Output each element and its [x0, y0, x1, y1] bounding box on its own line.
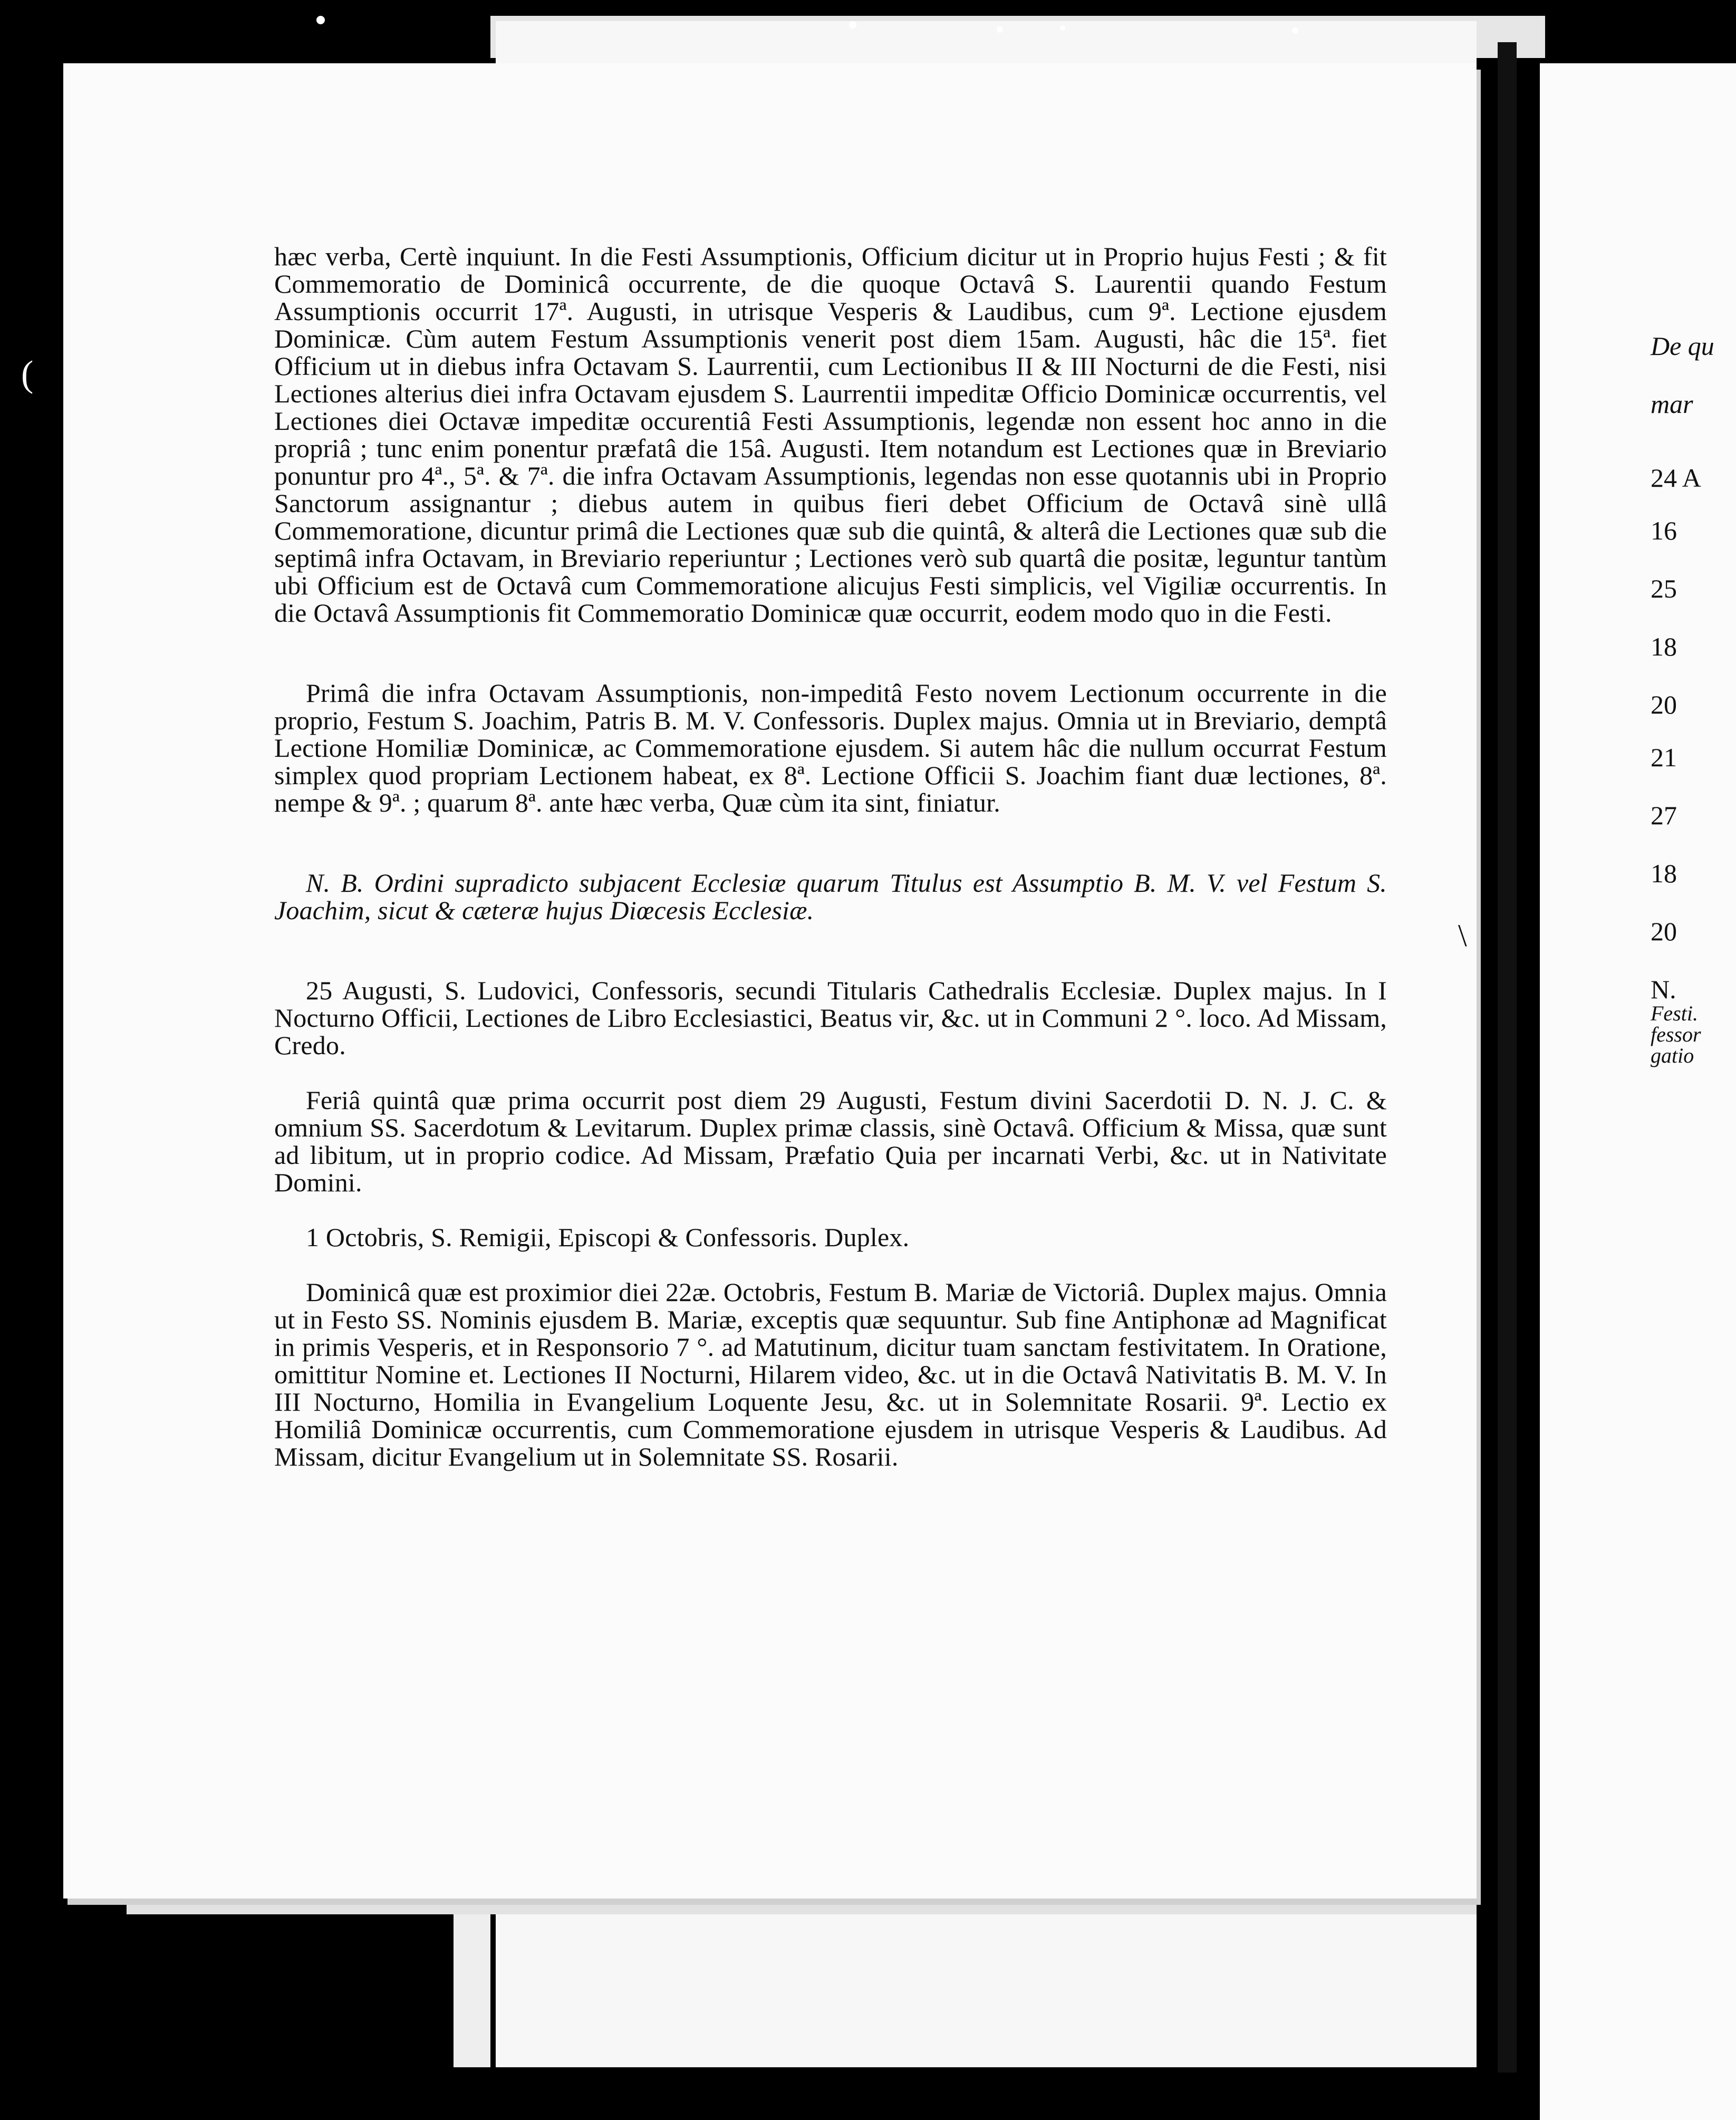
margin-fragment: 27	[1651, 801, 1677, 830]
margin-fragment: 20	[1651, 690, 1677, 719]
ink-speck	[997, 26, 1003, 33]
margin-tick-mark: \	[1458, 918, 1467, 953]
margin-fragment: 21	[1651, 743, 1677, 772]
underlying-sheet-strip	[454, 1909, 490, 2067]
margin-fragment: fessor	[1651, 1023, 1701, 1046]
margin-fragment: 16	[1651, 516, 1677, 545]
margin-fragment: Festi.	[1651, 1001, 1698, 1025]
margin-fragment: De qu	[1651, 331, 1714, 361]
margin-fragment: gatio	[1651, 1044, 1694, 1067]
paragraph-joachim: Primâ die infra Octavam Assumptionis, non-impeditâ Festo novem Lectionum occurrente in die proprio, Festum S. Joachim, Patris B. M. V. Confessoris. Duplex majus. Omnia ut in Breviario, demptâ Lectione Homiliæ Dominicæ, ac Commemoratione ejusdem. Si autem hâc die nullum occurrat Festum simplex quod propriam Lectionem habeat, ex 8ª. Lectione Officii S. Joachim fiant duæ lectiones, 8ª. nempe & 9ª. ; quarum 8ª. ante hæc verba, Quæ cùm ita sint, finiatur.	[274, 678, 1387, 817]
paragraph-sacerdotii: Feriâ quintâ quæ prima occurrit post diem 29 Augusti, Festum divini Sacerdotii D. N. J. C. & omnium SS. Sacerdotum & Levitarum. Duplex primæ classis, sinè Octavâ. Officium & Missa, quæ sunt ad libitum, ut in proprio codice. Ad Missam, Præfatio Quia per incarnati Verbi, &c. ut in Nativitate Domini.	[274, 1085, 1387, 1197]
book-gutter	[1498, 42, 1517, 2073]
paragraph-ludovici: 25 Augusti, S. Ludovici, Confessoris, secundi Titularis Cathedralis Ecclesiæ. Duplex majus. In I Nocturno Officii, Lectiones de Libro Ecclesiastici, Beatus vir, &c. ut in Communi 2 °. loco. Ad Missam, Credo.	[274, 976, 1387, 1060]
ink-speck	[1060, 25, 1065, 31]
scan-edge-mark: (	[21, 354, 34, 394]
paragraph-victoria: Dominicâ quæ est proximior diei 22æ. Octobris, Festum B. Mariæ de Victoriâ. Duplex majus. Omnia ut in Festo SS. Nominis ejusdem B. Mariæ, exceptis quæ sequuntur. Sub fine Antiphonæ ad Magnificat in primis Vesperis, et in Responsorio 7 °. ad Matutinum, dicitur tuam sanctam festivitatem. In Oratione, omittitur Nomine et. Lectiones II Nocturni, Hilarem video, &c. ut in die Octavâ Nativitatis B. M. V. In III Nocturno, Homilia in Evangelium Loquente Jesu, &c. ut in Solemnitate Rosarii. 9ª. Lectio ex Homiliâ Dominicæ occurrentis, cum Commemoratione ejusdem in utrisque Vesperis & Laudibus. Ad Missam, dicitur Evangelium ut in Solemnitate SS. Rosarii.	[274, 1277, 1387, 1471]
paragraph-assumptio: hæc verba, Certè inquiunt. In die Festi Assumptionis, Officium dicitur ut in Proprio hujus Festi ; & fit Commemoratio de Dominicâ occurrente, de die quoque Octavâ S. Laurentii quando Festum Assumptionis occurrit 17ª. Augusti, in utrisque Vesperis & Laudibus, cum 9ª. Lectione ejusdem Dominicæ. Cùm autem Festum Assumptionis venerit post diem 15am. Augusti, hâc die 15ª. fiet Officium ut in diebus infra Octavam S. Laurrentii, cum Lectionibus II & III Nocturni de die Festi, nisi Lectiones alterius diei infra Octavam ejusdem S. Laurrentii impeditæ Officio Dominicæ occurrentis, vel Lectiones diei Octavæ impeditæ occurentiâ Festi Assumptionis, legendæ non essent hoc anno in die propriâ ; tunc enim ponentur præfatâ die 15â. Augusti. Item notandum est Lectiones quæ in Breviario ponuntur pro 4ª., 5ª. & 7ª. die infra Octavam Assumptionis, legendas non esse quotannis ubi in Proprio Sanctorum assignantur ; diebus autem in quibus fieri debet Officium de Octavâ sinè ullâ Commemoratione, dicuntur primâ die Lectiones quæ sub die quintâ, & alterâ die Lectiones quæ sub die septimâ infra Octavam, in Breviario reperiuntur ; Lectiones verò sub quartâ die positæ, leguntur tantùm ubi Officium est de Octavâ cum Commemoratione alicujus Festi simplicis, vel Vigiliæ occurrentis. In die Octavâ Assumptionis fit Commemoratio Dominicæ quæ occurrit, eodem modo quo in die Festi.	[274, 242, 1387, 628]
underlying-sheet-tab	[1276, 1909, 1477, 2067]
margin-fragment: 18	[1651, 859, 1677, 888]
paragraph-remigii: 1 Octobris, S. Remigii, Episcopi & Confessoris. Duplex.	[306, 1222, 910, 1252]
margin-fragment: 25	[1651, 574, 1677, 603]
margin-fragment: mar	[1651, 389, 1693, 419]
ink-speck	[1292, 27, 1298, 34]
paragraph-nota-bene: N. B. Ordini supradicto subjacent Ecclesiæ quarum Titulus est Assumptio B. M. V. vel Festum S. Joachim, sicut & cæteræ hujus Diœcesis Ecclesiæ.	[274, 868, 1387, 925]
facing-page	[1540, 63, 1736, 2120]
ink-speck	[316, 16, 325, 24]
page-text	[274, 243, 1387, 1470]
margin-fragment: 20	[1651, 917, 1677, 946]
margin-fragment: N.	[1651, 975, 1676, 1004]
margin-fragment: 18	[1651, 632, 1677, 661]
margin-fragment: 24 A	[1651, 463, 1701, 493]
ink-speck	[849, 21, 856, 28]
